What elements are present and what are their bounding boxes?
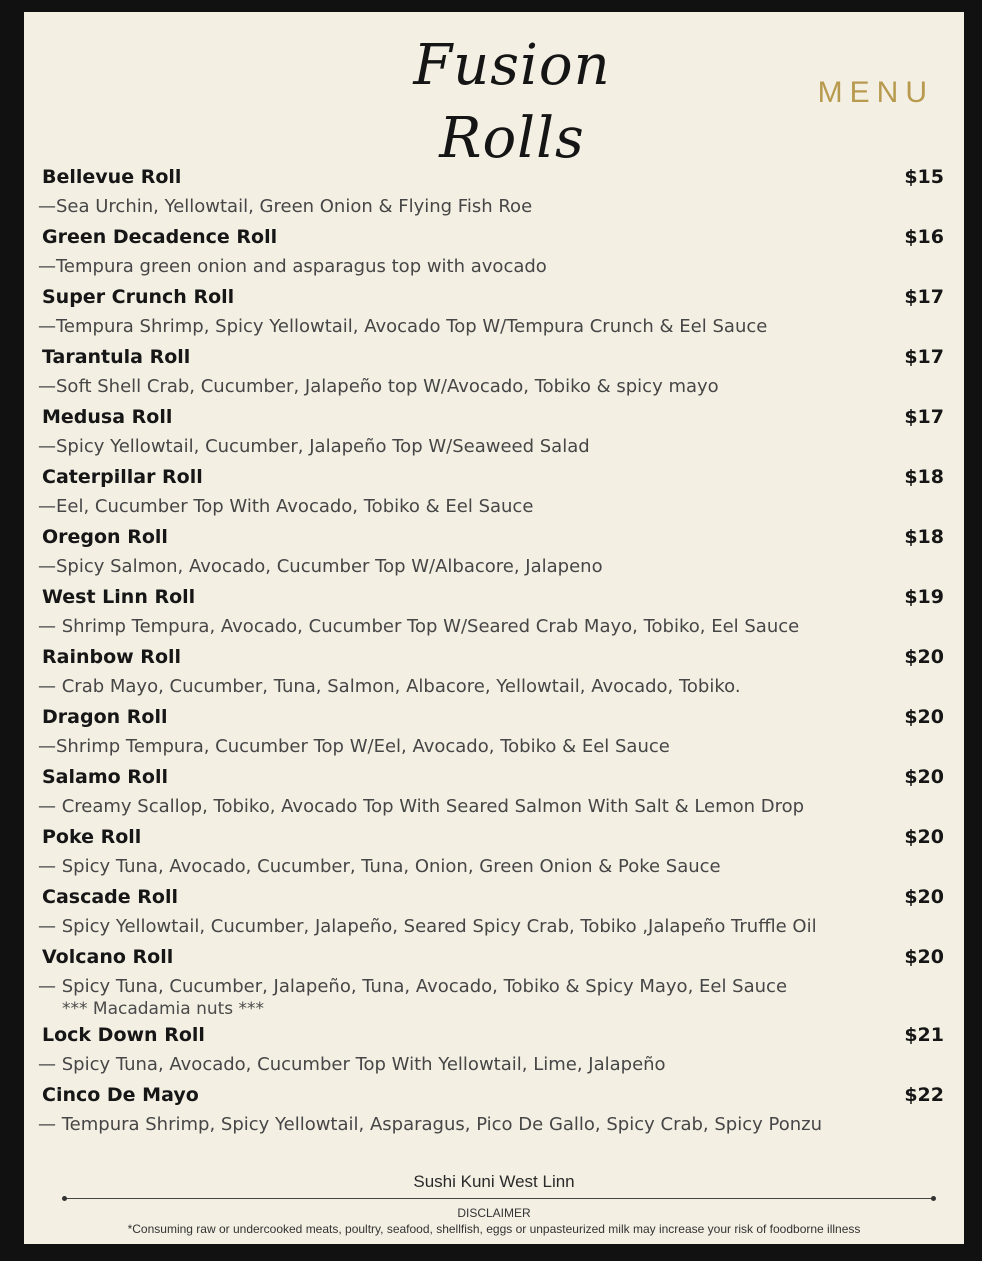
item-price: $17	[904, 406, 944, 428]
disclaimer-title: DISCLAIMER	[457, 1206, 531, 1220]
menu-item	[38, 762, 944, 822]
item-description: —Shrimp Tempura, Cucumber Top W/Eel, Avocado, Tobiko & Eel Sauce	[38, 736, 670, 757]
item-name: Lock Down Roll	[42, 1024, 205, 1046]
item-price: $15	[904, 166, 944, 188]
item-description: — Crab Mayo, Cucumber, Tuna, Salmon, Albacore, Yellowtail, Avocado, Tobiko.	[38, 676, 741, 697]
menu-item	[38, 162, 944, 222]
menu-item-header	[38, 282, 944, 312]
disclaimer-text: *Consuming raw or undercooked meats, poultry, seafood, shellfish, eggs or unpasteurized milk may increase your risk of foodborne illness	[127, 1222, 861, 1236]
item-description: — Spicy Yellowtail, Cucumber, Jalapeño, Seared Spicy Crab, Tobiko ,Jalapeño Truffle Oil	[38, 916, 817, 937]
menu-item-header	[38, 702, 944, 732]
item-price: $17	[904, 286, 944, 308]
menu-item-header	[38, 822, 944, 852]
menu-item-header	[38, 1020, 944, 1050]
item-name: Volcano Roll	[42, 946, 174, 968]
menu-item-header	[38, 762, 944, 792]
item-name: Salamo Roll	[42, 766, 169, 788]
menu-items-list	[38, 162, 944, 1140]
item-description: —Eel, Cucumber Top With Avocado, Tobiko & Eel Sauce	[38, 496, 534, 517]
item-name: West Linn Roll	[42, 586, 196, 608]
item-price: $19	[904, 586, 944, 608]
item-price: $20	[904, 646, 944, 668]
item-description: —Spicy Yellowtail, Cucumber, Jalapeño Top W/Seaweed Salad	[38, 436, 590, 457]
item-price: $20	[904, 946, 944, 968]
menu-item	[38, 1020, 944, 1080]
item-description: — Spicy Tuna, Cucumber, Jalapeño, Tuna, Avocado, Tobiko & Spicy Mayo, Eel Sauce	[38, 976, 788, 997]
menu-item	[38, 942, 944, 1020]
menu-item	[38, 342, 944, 402]
item-name: Oregon Roll	[42, 526, 168, 548]
menu-item	[38, 522, 944, 582]
menu-item	[38, 222, 944, 282]
menu-item	[38, 462, 944, 522]
item-name: Cascade Roll	[42, 886, 178, 908]
menu-item-header	[38, 462, 944, 492]
menu-item-header	[38, 942, 944, 972]
item-price: $17	[904, 346, 944, 368]
menu-item	[38, 282, 944, 342]
item-name: Cinco De Mayo	[42, 1084, 199, 1106]
menu-label: MENU	[817, 76, 934, 109]
item-description: — Spicy Tuna, Avocado, Cucumber Top With Yellowtail, Lime, Jalapeño	[38, 1054, 666, 1075]
item-description: —Spicy Salmon, Avocado, Cucumber Top W/Albacore, Jalapeno	[38, 556, 603, 577]
item-name: Rainbow Roll	[42, 646, 182, 668]
item-name: Caterpillar Roll	[42, 466, 203, 488]
item-price: $18	[904, 466, 944, 488]
item-description: — Creamy Scallop, Tobiko, Avocado Top With Seared Salmon With Salt & Lemon Drop	[38, 796, 805, 817]
menu-item-header	[38, 522, 944, 552]
item-price: $18	[904, 526, 944, 548]
item-description: — Spicy Tuna, Avocado, Cucumber, Tuna, Onion, Green Onion & Poke Sauce	[38, 856, 721, 877]
menu-title: Fusion Rolls	[413, 33, 611, 171]
menu-item	[38, 882, 944, 942]
item-description: — Shrimp Tempura, Avocado, Cucumber Top W/Seared Crab Mayo, Tobiko, Eel Sauce	[38, 616, 800, 637]
item-description: —Tempura Shrimp, Spicy Yellowtail, Avocado Top W/Tempura Crunch & Eel Sauce	[38, 316, 768, 337]
menu-item-header	[38, 882, 944, 912]
item-price: $16	[904, 226, 944, 248]
footer-divider	[64, 1198, 934, 1199]
item-description: —Sea Urchin, Yellowtail, Green Onion & Flying Fish Roe	[38, 196, 533, 217]
menu-item	[38, 582, 944, 642]
menu-item-header	[38, 1080, 944, 1110]
item-name: Poke Roll	[42, 826, 142, 848]
menu-item	[38, 702, 944, 762]
menu-item-header	[38, 342, 944, 372]
item-name: Bellevue Roll	[42, 166, 182, 188]
menu-page	[24, 12, 964, 1244]
item-description: — Tempura Shrimp, Spicy Yellowtail, Asparagus, Pico De Gallo, Spicy Crab, Spicy Ponzu	[38, 1114, 822, 1135]
menu-item	[38, 1080, 944, 1140]
item-price: $20	[904, 766, 944, 788]
menu-item	[38, 642, 944, 702]
menu-item	[38, 402, 944, 462]
menu-item-header	[38, 642, 944, 672]
item-price: $21	[904, 1024, 944, 1046]
item-price: $20	[904, 886, 944, 908]
item-note: *** Macadamia nuts ***	[62, 999, 265, 1019]
restaurant-name: Sushi Kuni West Linn	[413, 1172, 575, 1191]
item-name: Super Crunch Roll	[42, 286, 235, 308]
menu-item	[38, 822, 944, 882]
menu-item-header	[38, 222, 944, 252]
item-name: Dragon Roll	[42, 706, 168, 728]
item-price: $22	[904, 1084, 944, 1106]
menu-item-header	[38, 162, 944, 192]
item-description: —Soft Shell Crab, Cucumber, Jalapeño top W/Avocado, Tobiko & spicy mayo	[38, 376, 719, 397]
item-name: Tarantula Roll	[42, 346, 191, 368]
item-description: —Tempura green onion and asparagus top with avocado	[38, 256, 547, 277]
menu-item-header	[38, 582, 944, 612]
item-price: $20	[904, 826, 944, 848]
item-price: $20	[904, 706, 944, 728]
item-name: Medusa Roll	[42, 406, 173, 428]
menu-item-header	[38, 402, 944, 432]
item-name: Green Decadence Roll	[42, 226, 278, 248]
